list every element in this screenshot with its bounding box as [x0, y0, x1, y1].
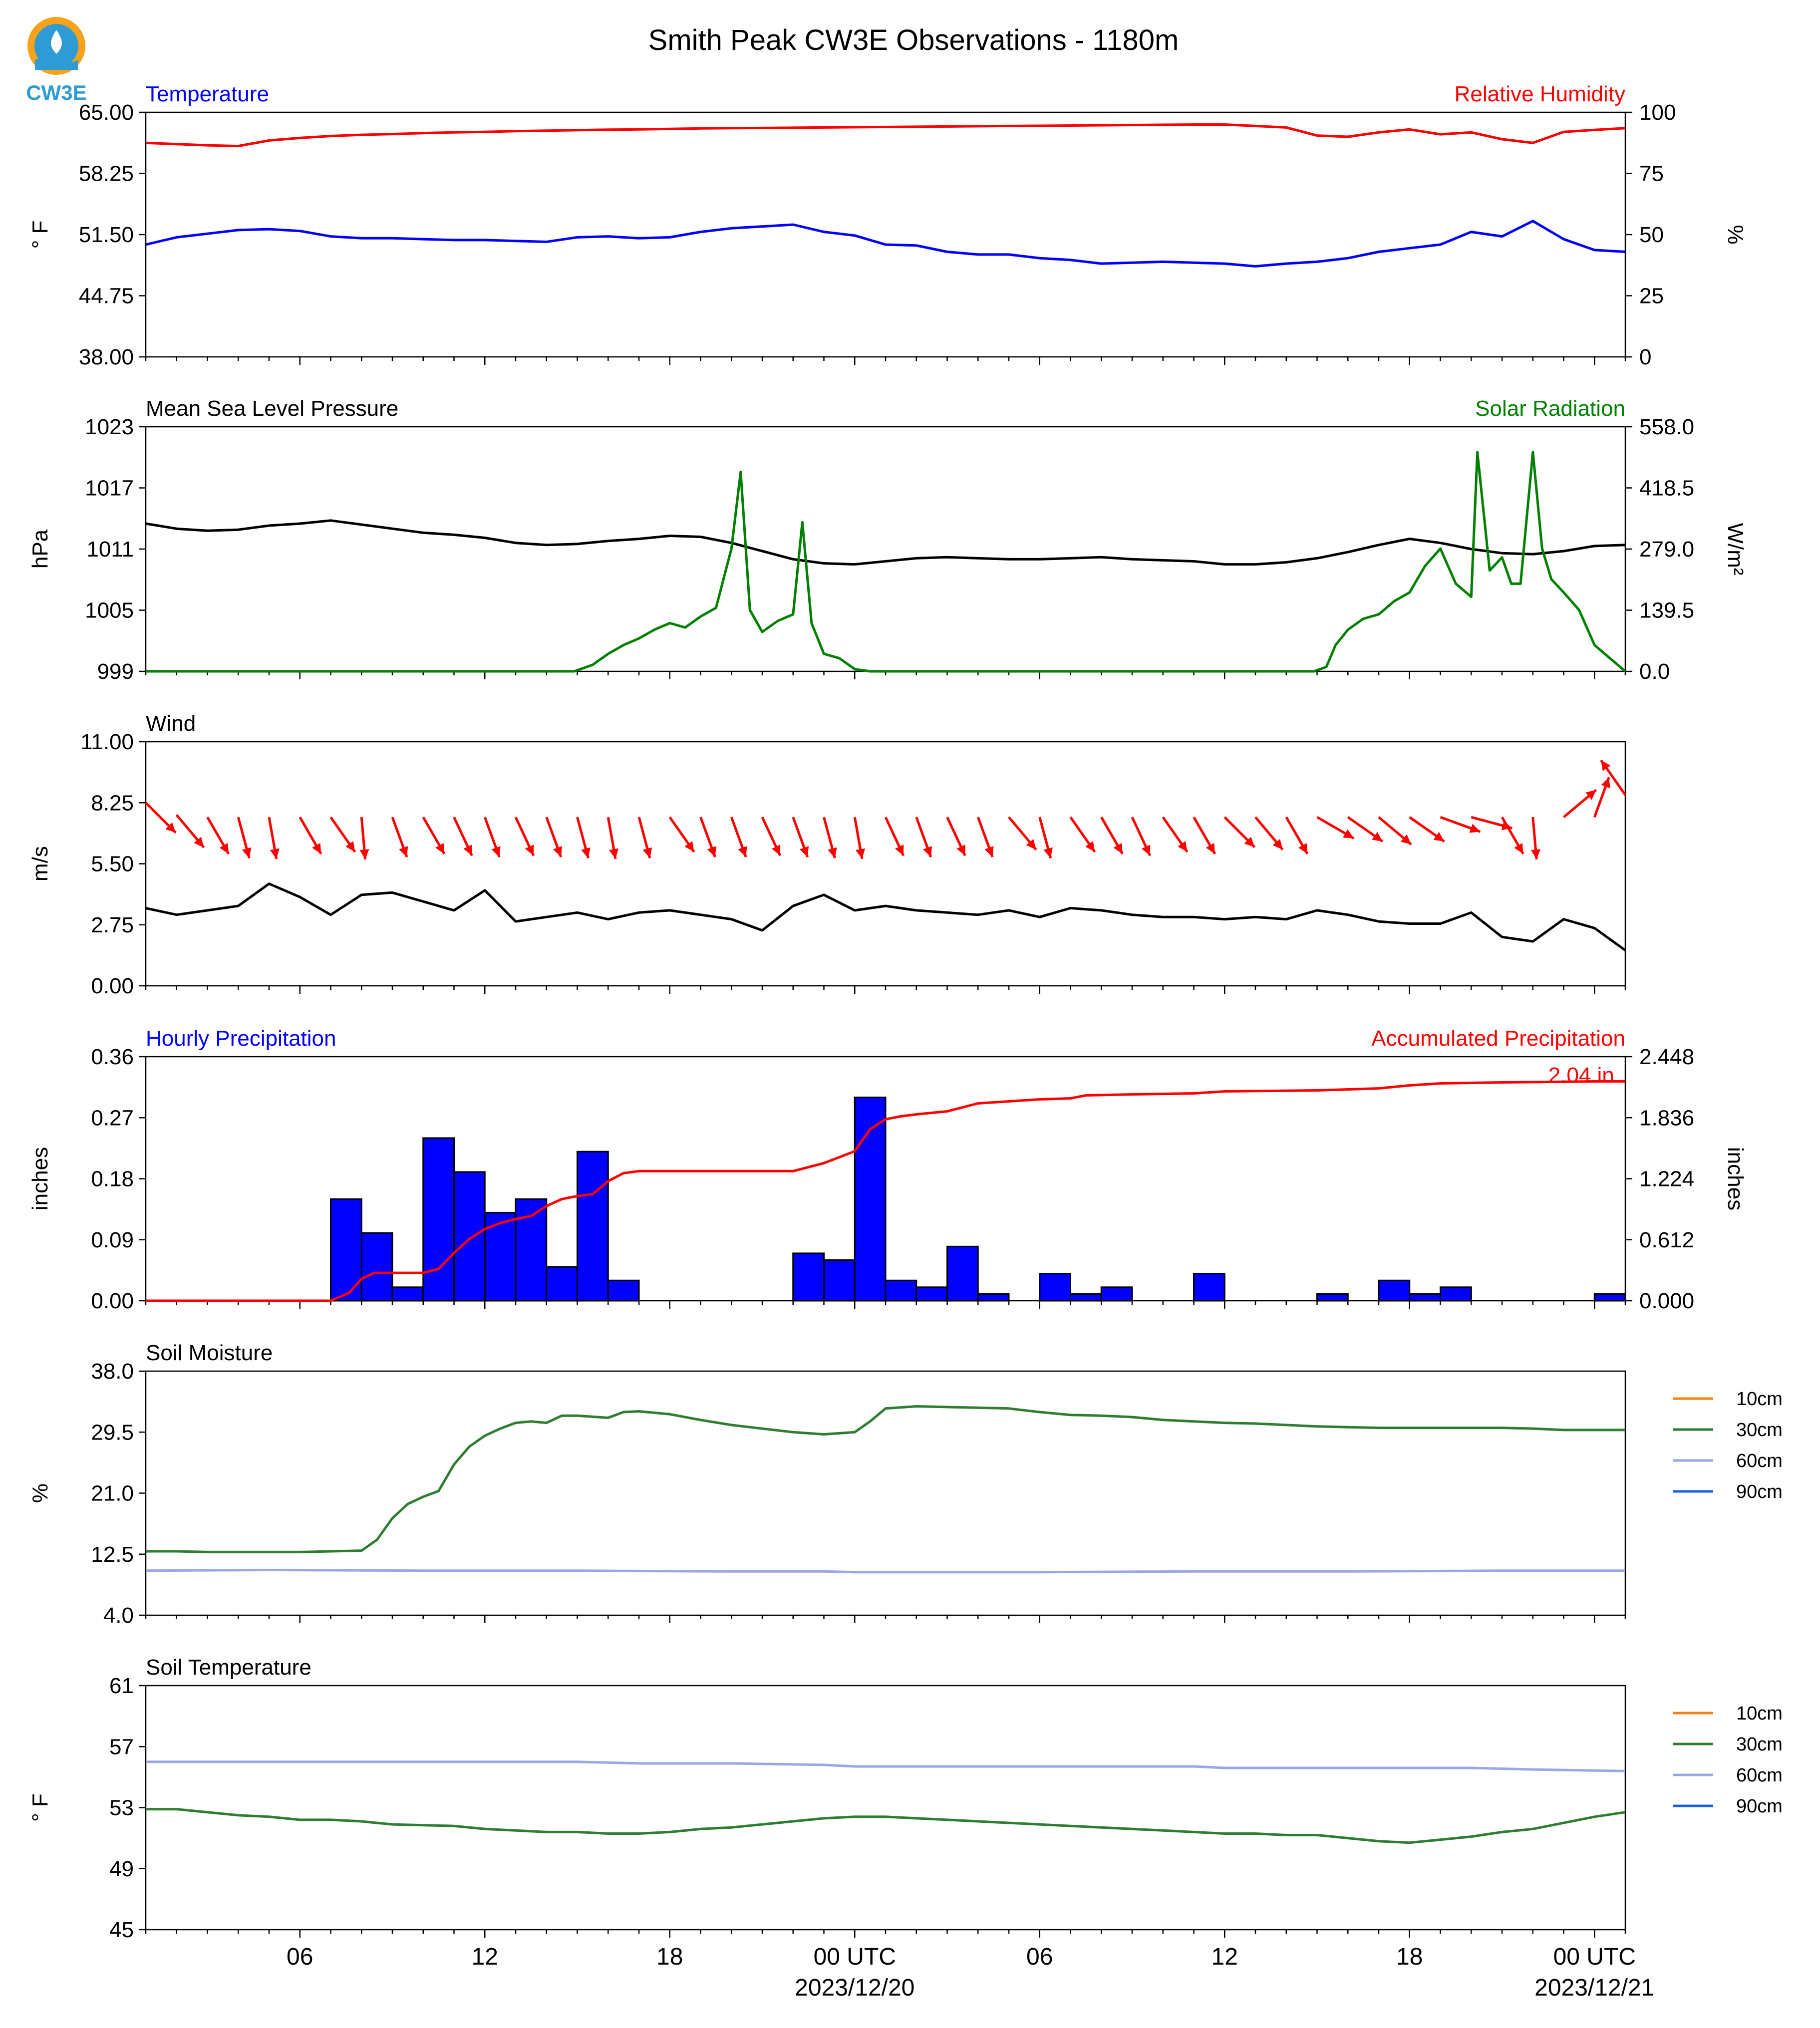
y-tick-label: 49	[109, 1856, 134, 1881]
precip-bar	[1194, 1274, 1225, 1301]
x-tick-label: 06	[1026, 1944, 1053, 1970]
precip-bar	[793, 1253, 824, 1301]
precip-bar	[916, 1287, 947, 1301]
precip-bar	[1317, 1294, 1348, 1301]
y-tick-label: 8.25	[91, 791, 134, 816]
y2-axis-label: W/m²	[1723, 523, 1748, 576]
y-axis-label: m/s	[28, 846, 52, 881]
x-date-label: 2023/12/21	[1534, 1975, 1655, 2001]
precip-bar	[1101, 1287, 1132, 1301]
precip-bar	[423, 1138, 454, 1301]
plot-frame	[146, 427, 1625, 671]
precip-bar	[361, 1233, 392, 1301]
y-tick-label: 0.00	[91, 974, 134, 998]
panel-right-title: Relative Humidity	[1454, 82, 1625, 106]
y-tick-label: 53	[109, 1795, 134, 1820]
precip-bar	[978, 1294, 1009, 1301]
y2-tick-label: 1.224	[1639, 1166, 1695, 1191]
panel-right-title: Accumulated Precipitation	[1371, 1026, 1625, 1051]
legend-label: 30cm	[1736, 1734, 1783, 1755]
y-tick-label: 38.0	[91, 1359, 134, 1384]
x-tick-label: 18	[1396, 1944, 1423, 1970]
y-tick-label: 21.0	[91, 1481, 134, 1506]
y-axis-label: ° F	[28, 220, 52, 249]
precip-bar	[485, 1212, 516, 1301]
y2-tick-label: 50	[1639, 223, 1664, 247]
precip-bar	[1410, 1294, 1441, 1301]
panel-title: Hourly Precipitation	[146, 1026, 336, 1051]
y-tick-label: 58.25	[78, 161, 134, 186]
y2-tick-label: 279.0	[1639, 537, 1695, 562]
x-tick-label: 00 UTC	[813, 1944, 896, 1970]
precip-bar	[1040, 1274, 1071, 1301]
y2-tick-label: 0	[1639, 345, 1652, 369]
y-tick-label: 2.75	[91, 912, 134, 937]
y2-tick-label: 0.000	[1639, 1289, 1695, 1313]
panel-temp_rh	[28, 82, 1748, 369]
y-tick-label: 12.5	[91, 1542, 134, 1567]
panel-soil_moisture	[28, 1341, 1783, 1628]
y-tick-label: 11.00	[80, 730, 134, 754]
y-tick-label: 1017	[85, 476, 134, 501]
y-tick-label: 0.18	[91, 1166, 134, 1191]
logo-text: CW3E	[26, 81, 87, 104]
precip-total-annotation: 2.04 in.	[1548, 1063, 1620, 1088]
precip-bar	[1594, 1294, 1625, 1301]
y-axis-label: inches	[28, 1147, 52, 1211]
x-date-label: 2023/12/20	[795, 1975, 915, 2001]
panel-title: Temperature	[146, 82, 270, 106]
plot-frame	[146, 742, 1625, 986]
precip-bar	[824, 1260, 855, 1301]
legend-label: 90cm	[1736, 1481, 1783, 1502]
x-tick-label: 00 UTC	[1553, 1944, 1636, 1970]
y2-tick-label: 75	[1639, 161, 1664, 186]
precip-bar	[454, 1172, 485, 1301]
y2-tick-label: 2.448	[1639, 1045, 1695, 1069]
y2-tick-label: 0.0	[1639, 659, 1670, 684]
y-tick-label: 65.00	[78, 100, 134, 125]
y2-tick-label: 1.836	[1639, 1106, 1695, 1131]
y-axis-label: hPa	[28, 529, 52, 569]
y2-tick-label: 139.5	[1639, 598, 1695, 623]
plot-frame	[146, 112, 1625, 357]
legend-label: 30cm	[1736, 1420, 1783, 1441]
y-tick-label: 0.36	[91, 1045, 134, 1069]
y2-tick-label: 418.5	[1639, 476, 1695, 501]
y-tick-label: 44.75	[78, 284, 134, 308]
legend-label: 10cm	[1736, 1703, 1783, 1724]
y2-axis-label: inches	[1723, 1147, 1748, 1211]
panel-wind	[28, 711, 1625, 998]
precip-bar	[608, 1280, 639, 1301]
y2-tick-label: 0.612	[1639, 1227, 1695, 1252]
precip-bar	[1379, 1280, 1410, 1301]
precip-bar	[547, 1267, 578, 1301]
y2-tick-label: 25	[1639, 284, 1664, 308]
panel-title: Wind	[146, 711, 196, 736]
cw3e-logo	[26, 17, 86, 104]
legend-label: 60cm	[1736, 1765, 1783, 1786]
precip-bar	[1071, 1294, 1102, 1301]
y-tick-label: 4.0	[103, 1603, 134, 1628]
precip-bar	[392, 1287, 423, 1301]
legend-label: 10cm	[1736, 1389, 1783, 1410]
y-tick-label: 0.27	[91, 1106, 134, 1131]
panel-title: Mean Sea Level Pressure	[146, 396, 399, 421]
precip-bar	[1441, 1287, 1472, 1301]
x-tick-label: 18	[656, 1944, 683, 1970]
y-tick-label: 5.50	[91, 852, 134, 876]
y-tick-label: 61	[109, 1674, 134, 1698]
panel-title: Soil Moisture	[146, 1341, 273, 1365]
y-tick-label: 29.5	[91, 1420, 134, 1445]
y-tick-label: 51.50	[78, 223, 134, 247]
panel-right-title: Solar Radiation	[1475, 396, 1625, 421]
y-tick-label: 57	[109, 1735, 134, 1759]
precip-bar	[947, 1246, 978, 1301]
y-tick-label: 999	[97, 659, 134, 684]
y2-tick-label: 100	[1639, 100, 1676, 125]
x-tick-label: 06	[287, 1944, 313, 1970]
x-tick-label: 12	[471, 1944, 498, 1970]
y2-axis-label: %	[1723, 225, 1748, 245]
x-tick-label: 12	[1211, 1944, 1238, 1970]
panel-precip	[28, 1026, 1748, 1313]
precip-bar	[886, 1280, 916, 1301]
plot-frame	[146, 1686, 1625, 1930]
y-tick-label: 38.00	[78, 345, 134, 369]
legend-label: 60cm	[1736, 1450, 1783, 1471]
y-tick-label: 1005	[85, 598, 134, 623]
y-tick-label: 0.00	[91, 1289, 134, 1313]
chart-panels	[28, 82, 1783, 2001]
y-tick-label: 1011	[86, 537, 134, 562]
precip-bar	[516, 1199, 547, 1301]
precip-bar	[578, 1152, 608, 1301]
panel-pressure_solar	[28, 396, 1748, 684]
page-title: Smith Peak CW3E Observations - 1180m	[648, 24, 1179, 56]
panel-title: Soil Temperature	[146, 1655, 311, 1680]
panel-soil_temp	[28, 1655, 1783, 2001]
legend-label: 90cm	[1736, 1796, 1783, 1817]
y-tick-label: 1023	[85, 415, 134, 439]
y2-tick-label: 558.0	[1639, 415, 1695, 439]
y-tick-label: 45	[109, 1918, 134, 1942]
y-axis-label: %	[28, 1483, 52, 1503]
y-axis-label: ° F	[28, 1793, 52, 1822]
y-tick-label: 0.09	[91, 1227, 134, 1252]
